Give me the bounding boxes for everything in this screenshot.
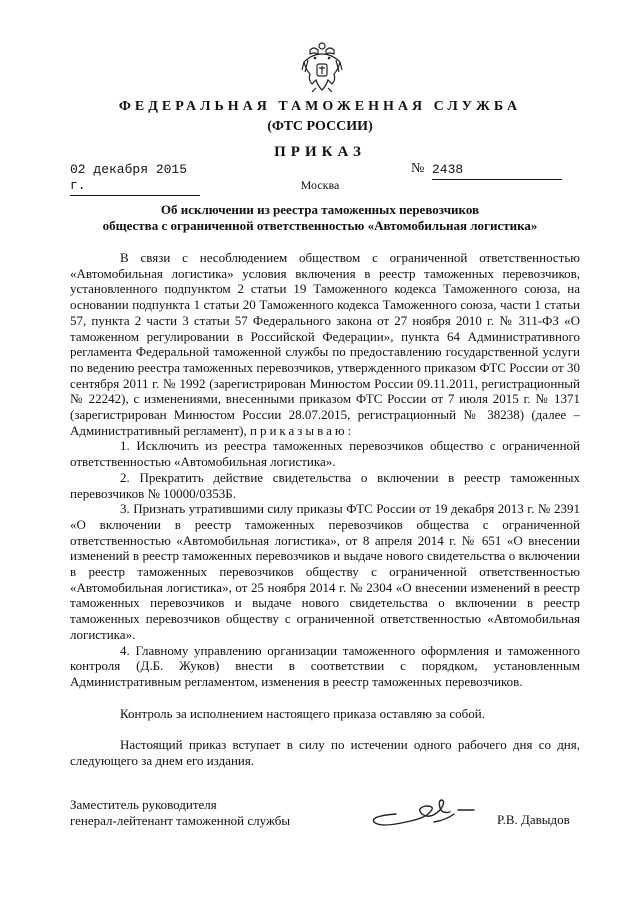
- order-title-line-1: Об исключении из реестра таможенных перевозчиков: [160, 202, 480, 217]
- order-number-label: №: [411, 161, 425, 176]
- order-number: 2438: [432, 162, 562, 180]
- order-body: [70, 250, 580, 769]
- control-paragraph: Контроль за исполнением настоящего приказа оставляю за собой.: [120, 705, 485, 721]
- handwritten-signature-icon: [366, 792, 496, 832]
- item-3: 3. Признать утратившими силу приказы ФТС России от 19 декабря 2013 г. № 2391 «О включении в реестр таможенных перевозчиков общества с ограниченной ответственностью «Автомобильная логистика», от 8 апреля 2014 г. № 651 «О внесении изменений в реестр таможенных перевозчиков и выдаче нового свидетельства о включении в реестр таможенных перевозчиков обществу с ограниченной ответственностью «Автомобильная логистика», от 25 ноября 2014 г. № 2304 «О внесении изменений в реестр таможенных перевозчиков и выдаче нового свидетельства о включении в реестр таможенных перевозчиков обществу с ограниченной ответственностью «Автомобильная логистика».: [70, 501, 580, 642]
- item-2: 2. Прекратить действие свидетельства о включении в реестр таможенных перевозчиков № 10000/0353Б.: [70, 469, 580, 501]
- item-4: 4. Главному управлению организации таможенного оформления и таможенного контроля (Д.Б. Жуков) внести в соответствии с порядком, установленным Административным регламентом, изменения в реестр таможенных перевозчиков.: [70, 642, 580, 689]
- agency-short-name: (ФТС РОССИИ): [267, 119, 373, 134]
- order-title-line-2: общества с ограниченной ответственностью «Автомобильная логистика»: [102, 218, 538, 233]
- city: Москва: [300, 178, 340, 192]
- signatory-position-line-1: Заместитель руководителя: [70, 797, 217, 812]
- effective-paragraph: Настоящий приказ вступает в силу по истечении одного рабочего дня со дня, следующего за днем его издания.: [70, 737, 580, 769]
- signatory-position: [70, 797, 290, 829]
- order-word: приказываю:: [249, 422, 355, 438]
- signatory-position-line-2: генерал-лейтенант таможенной службы: [70, 813, 291, 828]
- preamble-text: В связи с несоблюдением обществом с ограниченной ответственностью «Автомобильная логистика» условия включения в реестр таможенных перевозчиков, установленного подпунктом 2 статьи 19 Таможенного кодекса Таможенного союза, на основании подпункта 1 статьи 20 Таможенного кодекса Таможенного союза, части 1 статьи 57, пункта 2 части 3 статьи 57 Федерального закона от 27 ноября 2010 г. № 311-ФЗ «О таможенном регулировании в Российской Федерации», пункта 64 Административного регламента Федеральной таможенной службы по предоставлению государственной услуги по ведению реестра таможенных перевозчиков, утвержденного приказом ФТС России от 30 сентября 2011 г. № 1992 (зарегистрирован Минюстом России 09.11.2011, регистрационный № 22242), с изменениями, внесенными приказом ФТС России от 7 июля 2015 г. № 1371 (зарегистрирован Минюстом России 28.07.2015, регистрационный № 38238) (далее – Административный регламент),: [70, 250, 580, 438]
- order-date: 02 декабря 2015 г.: [70, 162, 200, 196]
- document-type: ПРИКАЗ: [274, 144, 366, 160]
- coat-of-arms-emblem-icon: [300, 40, 344, 94]
- order-title: [0, 202, 640, 234]
- preamble-paragraph: [70, 250, 580, 438]
- agency-name: ФЕДЕРАЛЬНАЯ ТАМОЖЕННАЯ СЛУЖБА: [118, 99, 522, 114]
- item-1: 1. Исключить из реестра таможенных перевозчиков общество с ограниченной ответственностью «Автомобильная логистика».: [70, 438, 580, 470]
- signatory-name: Р.В. Давыдов: [497, 812, 570, 827]
